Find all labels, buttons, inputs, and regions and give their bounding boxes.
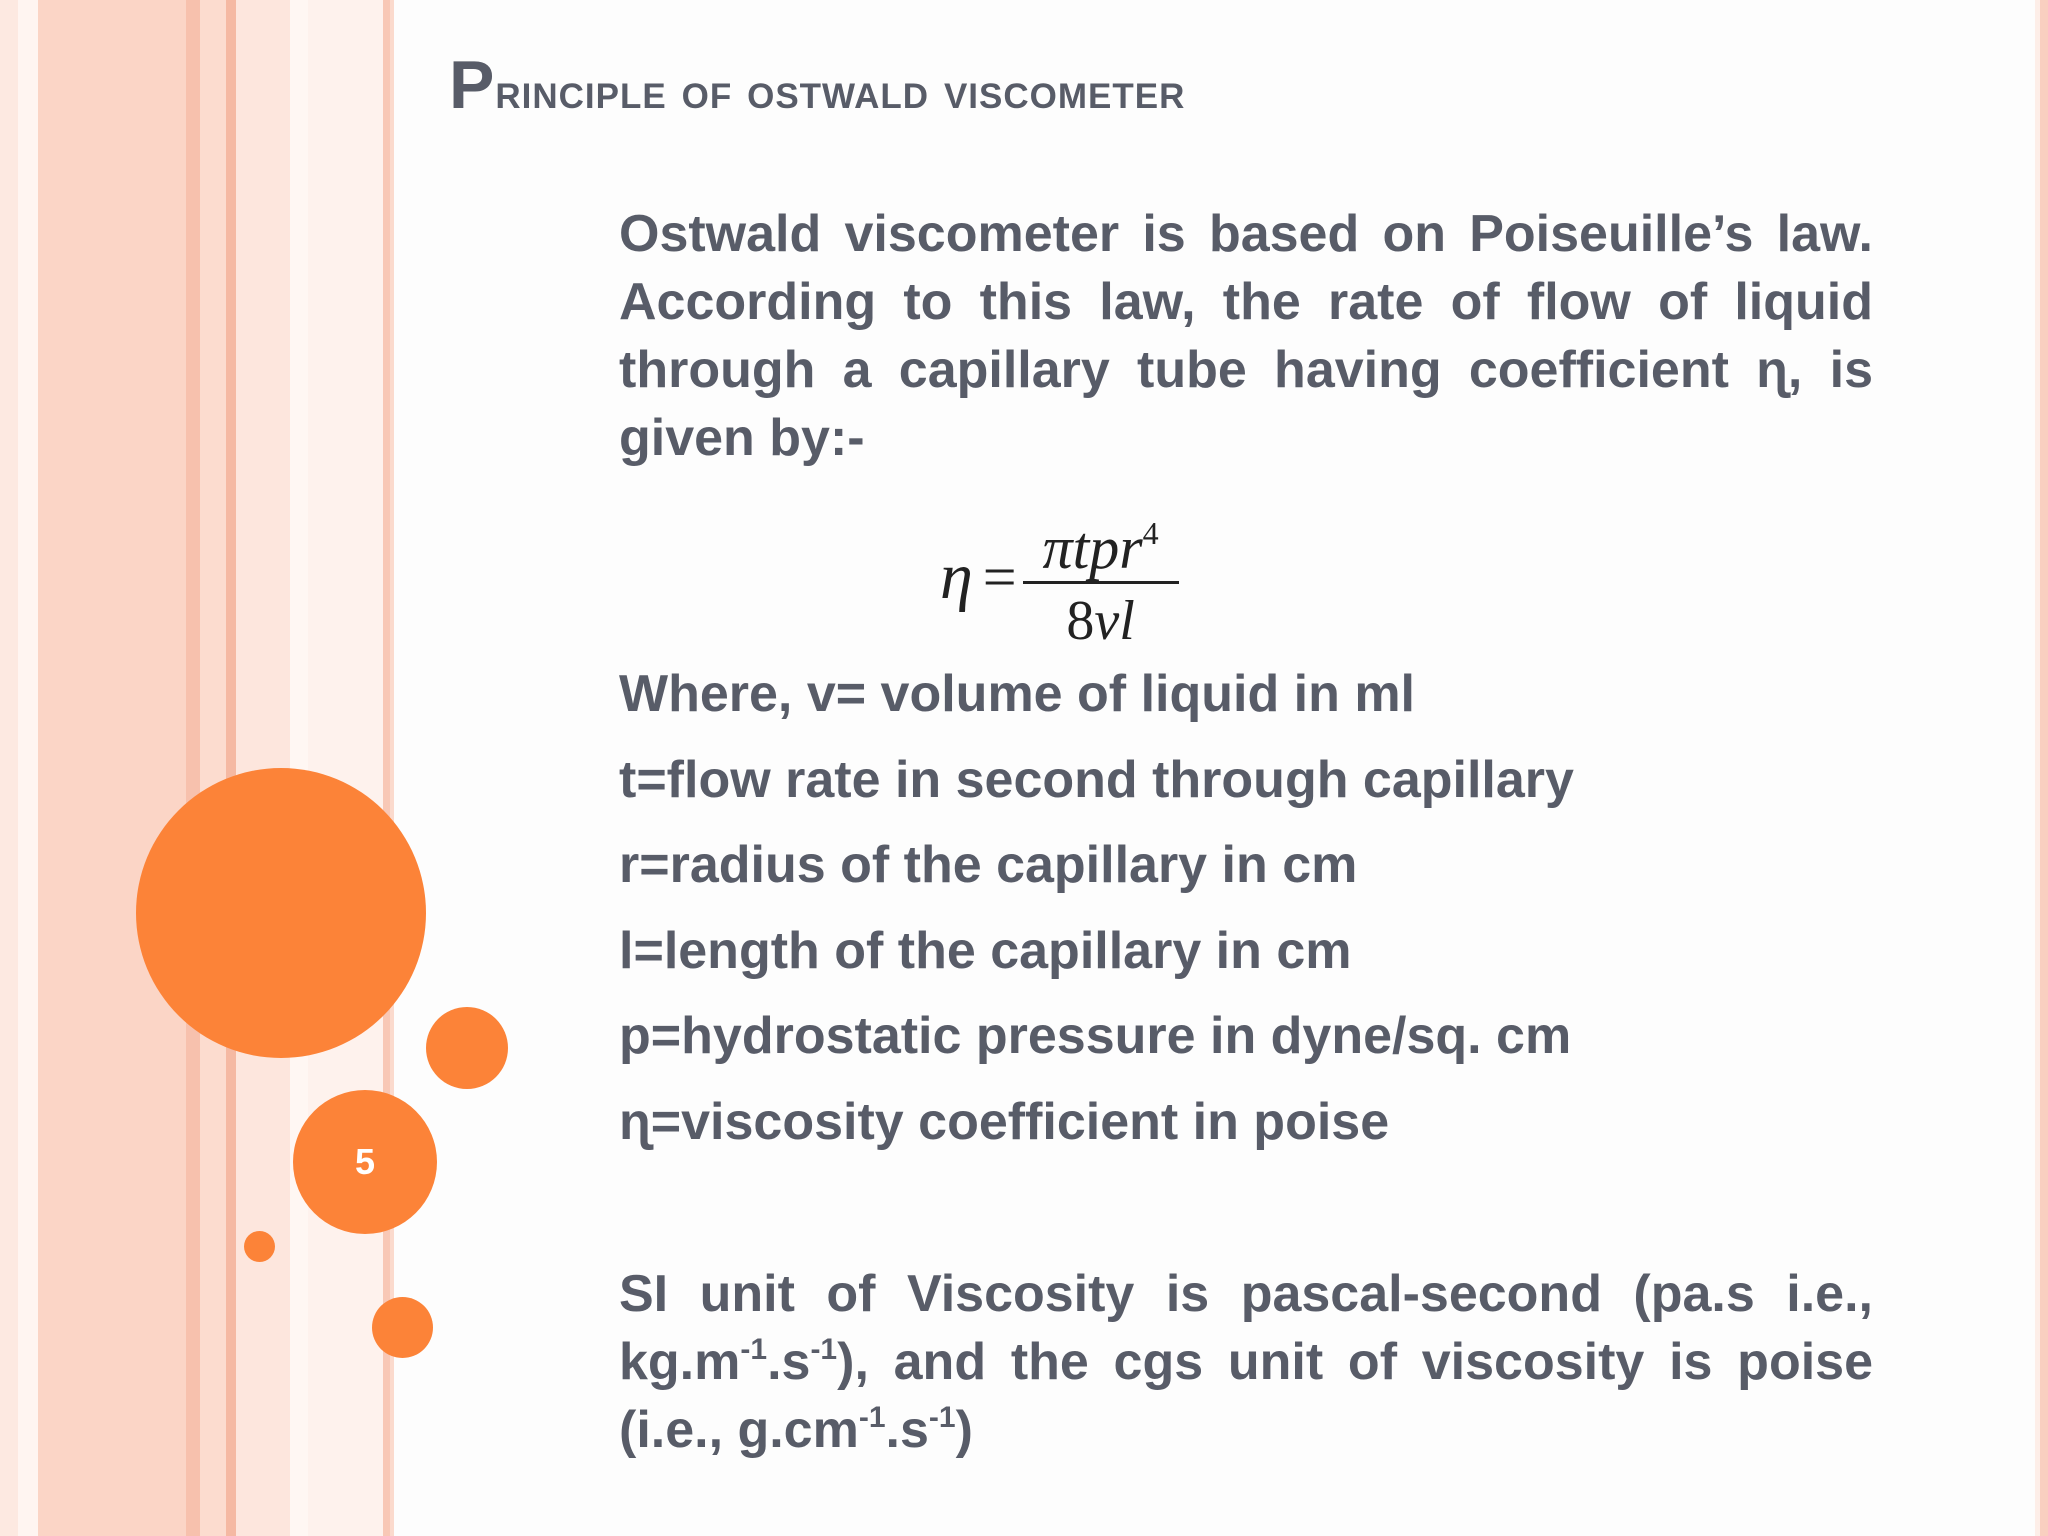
formula-denominator-number: 8 bbox=[1066, 590, 1095, 652]
decorative-stripe bbox=[308, 0, 383, 1536]
si-unit-text: ) bbox=[955, 1401, 973, 1459]
formula-lhs: η bbox=[940, 540, 973, 613]
formula-numerator bbox=[1031, 500, 1171, 581]
formula-denominator bbox=[1066, 584, 1134, 654]
definition-item: t=flow rate in second through capillary bbox=[619, 751, 1574, 809]
slide-number: 5 bbox=[354, 1141, 376, 1182]
superscript: -1 bbox=[740, 1333, 768, 1366]
decorative-stripe bbox=[226, 0, 236, 1536]
formula-equals: = bbox=[982, 543, 1017, 610]
title-rest: rinciple of ostwald viscometer bbox=[495, 63, 1186, 119]
decorative-circle-large bbox=[136, 768, 426, 1058]
decorative-stripe bbox=[18, 0, 38, 1536]
definition-item: p=hydrostatic pressure in dyne/sq. cm bbox=[619, 1007, 1572, 1065]
superscript: -1 bbox=[810, 1333, 838, 1366]
superscript: -1 bbox=[858, 1401, 886, 1434]
decorative-right-edge bbox=[2040, 0, 2048, 1536]
decorative-stripe bbox=[0, 0, 18, 1536]
intro-paragraph: Ostwald viscometer is based on Poiseuille’s law. According to this law, the rate of flow of liquid through a capillary tube having coefficient ɳ, is given by:- bbox=[619, 205, 1873, 467]
decorative-circle-small bbox=[372, 1297, 433, 1358]
decorative-stripe bbox=[200, 0, 226, 1536]
decorative-stripe bbox=[186, 0, 200, 1536]
si-unit-text: .s bbox=[885, 1401, 929, 1459]
definition-item: ɳ=viscosity coefficient in poise bbox=[619, 1093, 1390, 1151]
superscript: -1 bbox=[928, 1401, 956, 1434]
si-unit-text: ), and the cgs unit of viscosity is poise (i.e., g.cm bbox=[619, 1333, 1873, 1459]
definition-item: r=radius of the capillary in cm bbox=[619, 836, 1358, 894]
si-unit-paragraph bbox=[619, 1260, 1873, 1464]
formula-denominator-vars: vl bbox=[1094, 590, 1135, 652]
si-unit-text: .s bbox=[767, 1333, 811, 1391]
formula-exponent: 4 bbox=[1142, 515, 1159, 551]
formula-fraction bbox=[1023, 500, 1179, 654]
title-initial: P bbox=[449, 47, 496, 123]
definition-item: Where, v= volume of liquid in ml bbox=[619, 665, 1415, 723]
decorative-circle-medium bbox=[426, 1007, 508, 1089]
formula-numerator-text: πtpr bbox=[1042, 515, 1143, 581]
definition-item: l=length of the capillary in cm bbox=[619, 922, 1352, 980]
slide-title bbox=[449, 46, 1185, 124]
si-unit-text: SI unit of Viscosity is pascal-second (pa.s i.e., kg.m bbox=[619, 1265, 1873, 1391]
poiseuille-formula bbox=[940, 500, 1179, 654]
decorative-circle-tiny bbox=[244, 1231, 275, 1262]
decorative-stripe bbox=[38, 0, 186, 1536]
